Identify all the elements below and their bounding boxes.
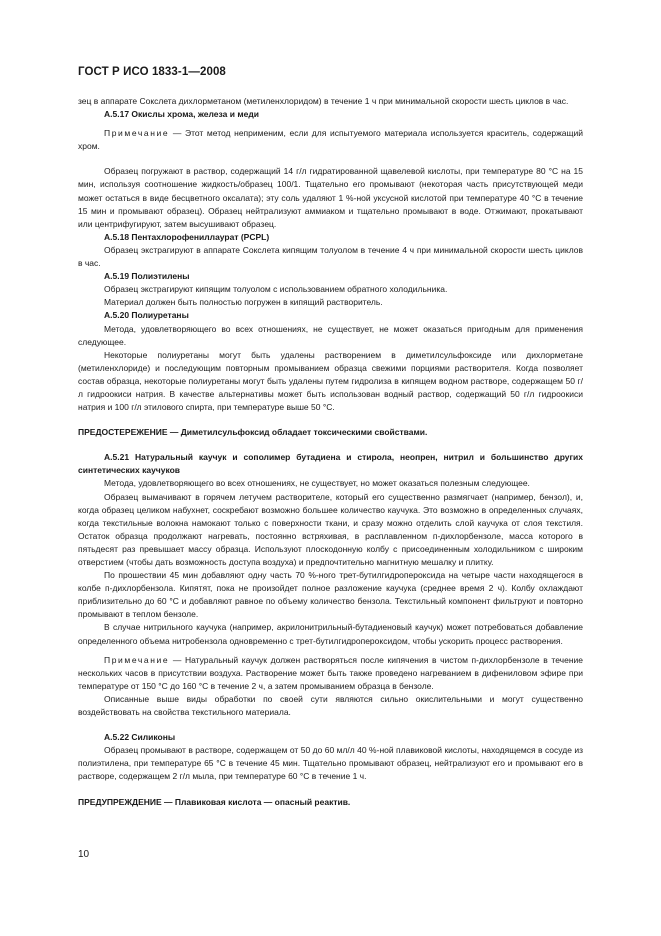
- page-header-title: ГОСТ Р ИСО 1833-1—2008: [78, 66, 226, 78]
- paragraph-a517-1: Образец погружают в раствор, содержащий 14 г/л гидратированной щавелевой кислоты, при температуре 80 °С на 15 мин, используя соотношение жидкость/образец 100/1. Тщательно его промывают (некоторая часть присутствующей меди может остаться в виде бесцветного оксалата); эту соль удаляют 1 %-ной уксусной кислотой при температуре 40 °С в течение 15 мин и промывают образец). Образец нейтрализуют аммиаком и тщательно промывают в воде. Отжимают, прокатывают или центрифугируют, затем высушивают образец.: [78, 166, 583, 229]
- section-heading-a520: А.5.20 Полиуретаны: [104, 310, 189, 321]
- paragraph-a518-1: Образец экстрагируют в аппарате Сокслета кипящим толуолом в течение 4 ч при минимальной скорости шесть циклов в час.: [78, 244, 583, 269]
- paragraph-a520-1: Метода, удовлетворяющего во всех отношениях, не существует, не может оказаться пригодным для применения следующее.: [78, 323, 583, 347]
- paragraph-a520-2: Некоторые полиуретаны могут быть удалены растворением в диметилсульфоксиде или дихлорметане (метиленхлориде) и последующим повторным промыванием образца свежими порциями растворителя. Когда позволяет состав образца, некоторые полиуретаны могут быть удалены путем гидролиза в кипящем водном растворе, содержащем 50 г/л гидроокиси натрия. В качестве альтернативы может быть использован водный раствор, содержащий 50 г/л гидроокиси натрия и 100 г/л этилового спирта, при температуре выше 50 °С.: [78, 349, 583, 413]
- note-label: Примечание: [104, 654, 170, 665]
- warning-dmso: ПРЕДОСТЕРЕЖЕНИЕ — Диметилсульфоксид обладает токсическими свойствами.: [78, 427, 428, 438]
- note-label: Примечание: [104, 128, 170, 139]
- note-a517: [78, 127, 583, 153]
- paragraph-continuation: зец в аппарате Сокслета дихлорметаном (метиленхлоридом) в течение 1 ч при минимальной скорости шесть циклов в час.: [78, 96, 569, 106]
- paragraph-a519-2: Материал должен быть полностью погружен в кипящий растворитель.: [104, 297, 383, 308]
- note-text: — Натуральный каучук должен растворяться после кипячения в чистом п-дихлорбензоле в течение нескольких часов в присутствии воздуха. Растворение может быть также проведено нагреванием в дифениловом эфире при температуре от 150 °С до 160 °С в течение 2 ч, а затем промыванием образца в бензоле.: [78, 654, 583, 691]
- document-body: [78, 95, 583, 809]
- section-heading-a517: А.5.17 Окислы хрома, железа и меди: [104, 109, 259, 120]
- section-heading-a521: А.5.21 Натуральный каучук и сополимер бутадиена и стирола, неопрен, нитрил и большинство других синтетических каучуков: [78, 452, 583, 476]
- paragraph-a521-3: По прошествии 45 мин добавляют одну часть 70 %-ного трет-бутилгидропероксида на четыре части находящегося в колбе п-дихлорбензола. Кипятят, пока не произойдет полное разложение каучука (среднее время 2 ч). Колбу охлаждают приблизительно до 60 °С и добавляют равное по объему количество бензола. Текстильный компонент фильтруют и повторно промывают в теплом бензоле.: [78, 570, 583, 620]
- paragraph-a521-1: Метода, удовлетворяющего во всех отношениях, не существует, но может оказаться полезным следующее.: [104, 478, 530, 489]
- paragraph-a521-5: Описанные выше виды обработки по своей сути являются сильно окислительными и могут существенно воздействовать на свойства текстильного материала.: [78, 693, 583, 718]
- note-text: — Этот метод неприменим, если для испытуемого материала используется краситель, содержащий хром.: [78, 128, 583, 152]
- warning-hf: ПРЕДУПРЕЖДЕНИЕ — Плавиковая кислота — опасный реактив.: [78, 796, 351, 807]
- note-a521: [78, 654, 583, 693]
- page-number: 10: [78, 849, 90, 860]
- section-heading-a522: А.5.22 Силиконы: [104, 732, 176, 743]
- paragraph-a521-4: В случае нитрильного каучука (например, акрилонитрильный-бутадиеновый каучук) может потребоваться добавление определенного объема нитробензола одновременно с трет-бутилгидропероксидом, чтобы ускорить процесс растворения.: [78, 622, 583, 646]
- section-heading-a519: А.5.19 Полиэтилены: [104, 271, 190, 282]
- paragraph-a522-1: Образец промывают в растворе, содержащем от 50 до 60 мл/л 40 %-ной плавиковой кислоты, находящемся в сосуде из полиэтилена, при температуре 65 °С в течение 45 мин. Тщательно промывают образец, нейтрализуют его и промывают его в растворе, содержащем 2 г/л мыла, при температуре 60 °С в течение 1 ч.: [78, 745, 583, 782]
- section-heading-a518: А.5.18 Пентахлорофениллаурат (PCPL): [104, 231, 270, 242]
- paragraph-a519-1: Образец экстрагируют кипящим толуолом с использованием обратного холодильника.: [104, 284, 448, 295]
- paragraph-a521-2: Образец вымачивают в горячем летучем растворителе, который его существенно размягчает (например, бензол), и, когда образец целиком набухнет, соскребают возможно большее количество каучука. Это возможно в определенных случаях, когда текстильные волокна намокают только с поверхности ткани, и сразу можно отделить слой каучука от слоя текстиля. Остаток образца продолжают нагревать, постоянно встряхивая, в расплавленном п-дихлорбензоле, масса которого в пятьдесят раз превышает массу образца. Используют плоскодонную колбу с присоединенным холодильником с широким отверстием (чтобы дать возможность доступа воздуха) и предпочтительно магнитную мешалку и плитку.: [78, 491, 583, 567]
